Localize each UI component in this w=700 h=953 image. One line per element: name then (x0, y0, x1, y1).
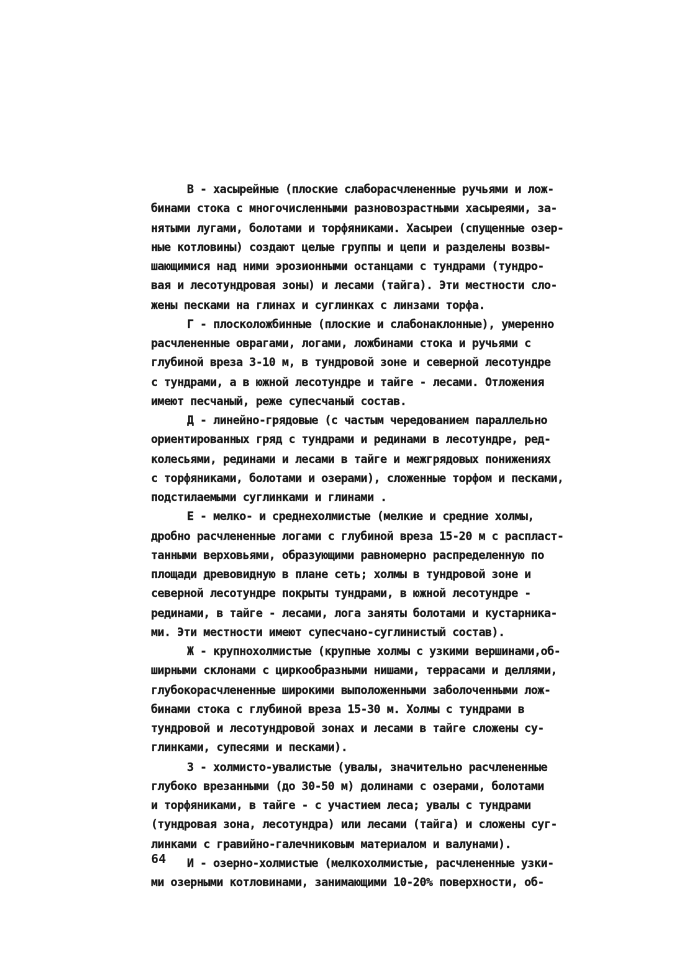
paragraph-z-line: (тундровая зона, лесотундра) или лесами (тайга) и сложены суг- (151, 818, 558, 832)
paragraph-g-line: с тундрами, а в южной лесотундре и тайге - лесами. Отложения (151, 375, 545, 389)
page-number: 64 (151, 851, 167, 866)
paragraph-v-line: шающимися над ними эрозионными останцами с тундрами (тундро- (151, 260, 545, 273)
paragraph-zh-line: тундровой и лесотундровой зонах и лесами в тайге сложены су- (151, 722, 545, 735)
paragraph-e-line: площади древовидную в плане сеть; холмы в тундровой зоне и (151, 568, 531, 581)
paragraph-d-line: ориентированных гряд с тундрами и рединами в лесотундре, ред- (151, 433, 551, 447)
paragraph-d-line: колесьями, рединами и лесами в тайге и межгрядовых понижениях (151, 452, 551, 466)
paragraph-e-line: ми. Эти местности имеют супесчано-суглинистый состав). (151, 625, 505, 639)
paragraph-zh-line: глубокорасчлененные широкими выположенными заболоченными лож- (151, 683, 551, 697)
paragraph-g-line: расчлененные оврагами, логами, ложбинами стока и ручьями с (151, 337, 531, 350)
paragraph-i-line: И - озерно-холмистые (мелкохолмистые, расчлененные узки- (187, 856, 554, 870)
paragraph-zh-line: бинами стока с глубиной вреза 15-30 м. Холмы с тундрами в (151, 702, 525, 716)
paragraph-g-line: Г - плосколожбинные (плоские и слабонаклонные), умеренно (187, 317, 554, 331)
paragraph-e-line: рединами, в тайге - лесами, лога заняты болотами и кустарника- (151, 606, 558, 620)
paragraph-v-line: бинами стока с многочисленными разновозрастными хасыреями, за- (151, 202, 558, 216)
paragraph-d-line: Д - линейно-грядовые (с частым чередованием параллельно (187, 414, 548, 427)
paragraph-z-line: и торфяниками, в тайге - с участием леса; увалы с тундрами (151, 799, 531, 812)
paragraph-e-line: дробно расчлененные логами с глубиной вреза 15-20 м с распласт- (151, 529, 564, 543)
paragraph-v-line: ные котловины) создают целые группы и цепи и разделены возвы- (151, 240, 551, 254)
paragraph-d-line: с торфяниками, болотами и озерами), сложенные торфом и песками, (151, 471, 564, 485)
paragraph-zh-line: глинками, супесями и песками). (151, 741, 348, 755)
paragraph-zh-line: Ж - крупнохолмистые (крупные холмы с узкими вершинами,об- (187, 645, 561, 658)
paragraph-e-line: танными верховьями, образующими равномерно распределенную по (151, 548, 545, 562)
paragraph-d-line: подстилаемыми суглинками и глинами . (151, 491, 387, 504)
paragraph-g-line: глубиной вреза 3-10 м, в тундровой зоне и северной лесотундре (151, 356, 551, 370)
paragraph-v-line: нятыми лугами, болотами и торфяниками. Хасыреи (спущенные озер- (151, 221, 564, 235)
paragraph-v-line: В - хасырейные (плоские слаборасчлененные ручьями и лож- (187, 183, 554, 196)
paragraph-i-line: ми озерными котловинами, занимающими 10-20% поверхности, об- (151, 876, 545, 889)
paragraph-v-line: жены песками на глинах и суглинках с линзами торфа. (151, 298, 486, 312)
paragraph-e-line: Е - мелко- и среднехолмистые (мелкие и средние холмы, (187, 510, 535, 524)
paragraph-z-line: линками с гравийно-галечниковым материалом и валунами). (151, 837, 512, 851)
body-text (151, 180, 599, 892)
paragraph-e-line: северной лесотундре покрыты тундрами, в южной лесотундре - (151, 587, 531, 601)
paragraph-z-line: З - холмисто-увалистые (увалы, значительно расчлененные (187, 760, 548, 774)
paragraph-z-line: глубоко врезанными (до 30-50 м) долинами с озерами, болотами (151, 779, 545, 793)
paragraph-g-line: имеют песчаный, реже супесчаный состав. (151, 394, 407, 408)
paragraph-v-line: вая и лесотундровая зоны) и лесами (тайга). Эти местности сло- (151, 279, 558, 293)
paragraph-zh-line: ширными склонами с циркообразными нишами, террасами и деллями, (151, 664, 558, 678)
